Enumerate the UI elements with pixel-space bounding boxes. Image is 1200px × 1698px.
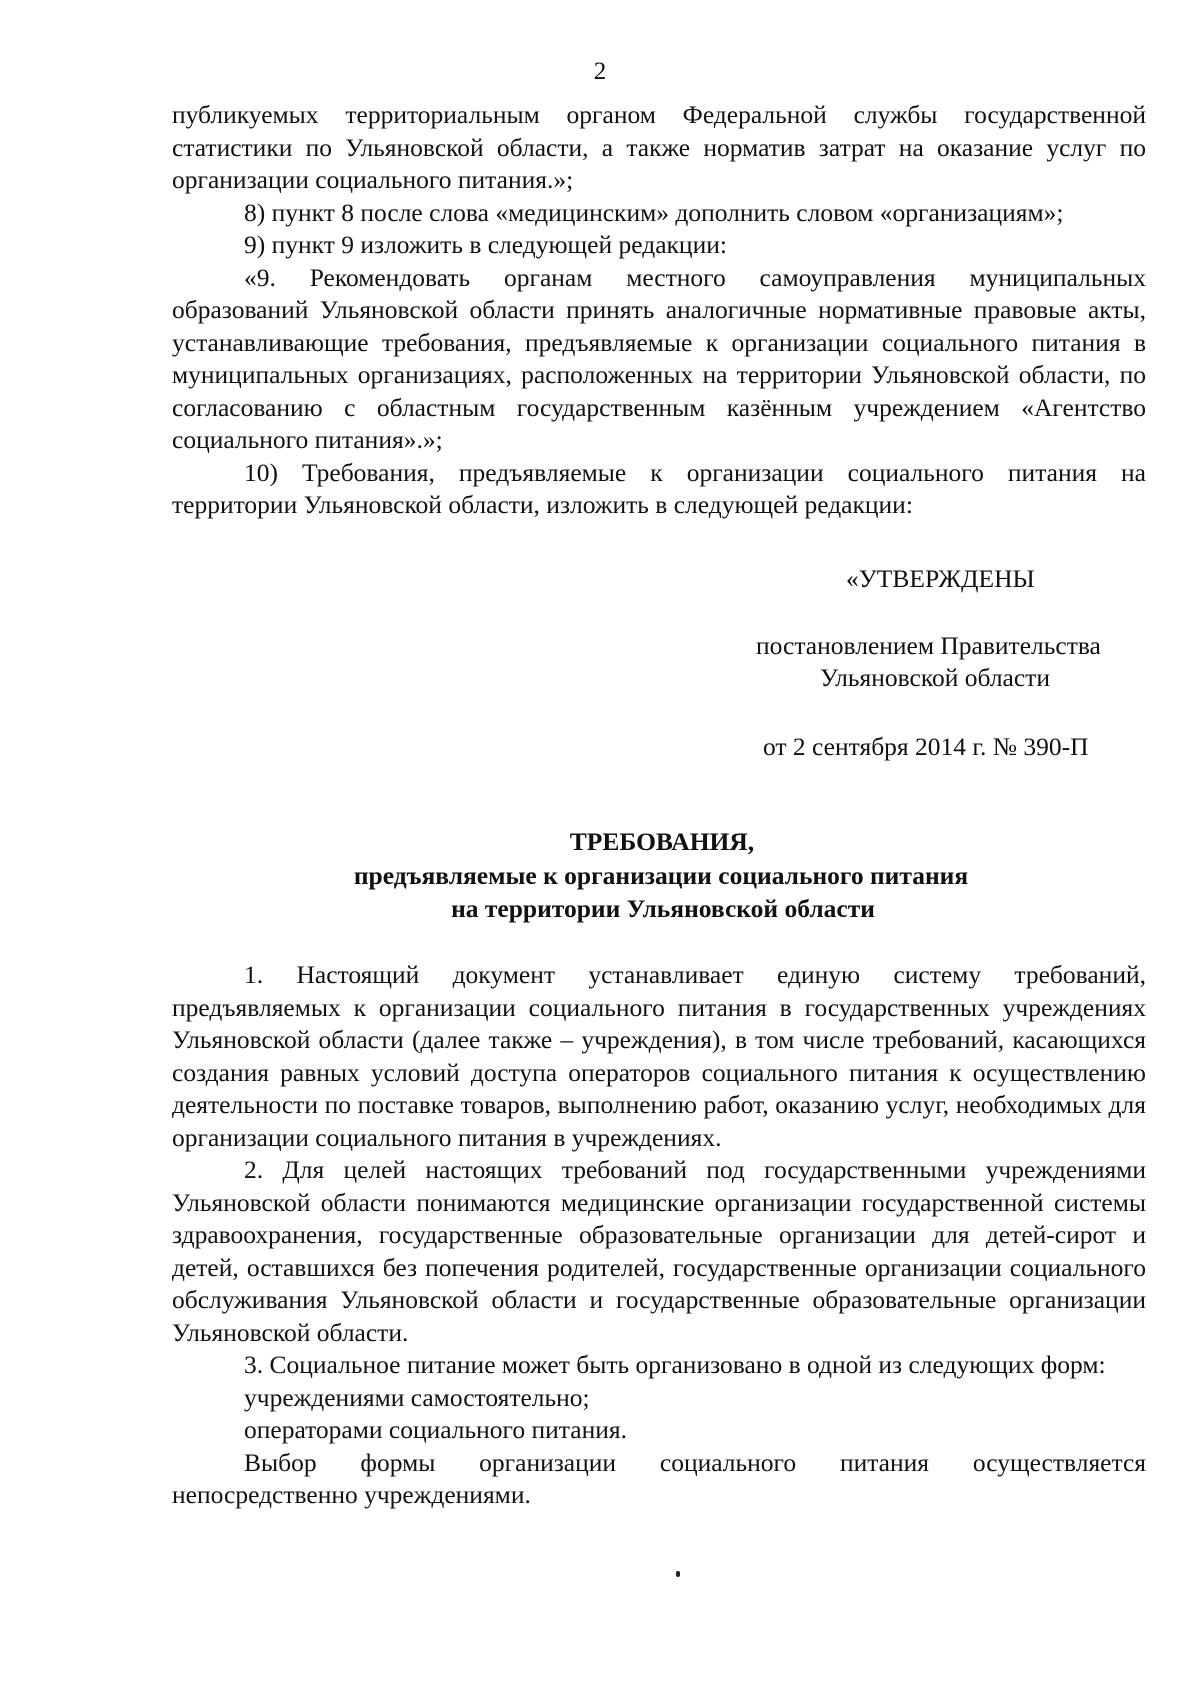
top-text bbox=[172, 99, 1146, 522]
approval-line-2: Ульяновской области bbox=[820, 663, 1050, 692]
approval-date: от 2 сентября 2014 г. № 390-П bbox=[763, 732, 1089, 761]
approval-line-1: постановлением Правительства bbox=[756, 631, 1101, 660]
heading-subtitle-2: на территории Ульяновской области bbox=[451, 894, 875, 923]
form-option-1: учреждениями самостоятельно; bbox=[244, 1382, 590, 1412]
paragraph-item-9: 9) пункт 9 изложить в следующей редакции: bbox=[244, 230, 727, 259]
paragraph-continuation: публикуемых территориальным органом Федеральной службы государственной статистики по Ульяновской области, а также норматив затрат на оказание услуг по организации социального питания.»; bbox=[172, 100, 1146, 194]
paragraph-item-9-text: «9. Рекомендовать органам местного самоуправления муниципальных образований Ульяновской области принять аналогичные нормативные правовые акты, устанавливающие требования, предъявляемые к организации социального питания в муниципальных организациях, расположенных на территории Ульяновской области, по согласованию с областным государственным казённым учреждением «Агентство социального питания».»; bbox=[172, 262, 1146, 454]
requirements-body bbox=[172, 959, 1146, 1512]
requirement-3: 3. Социальное питание может быть организовано в одной из следующих форм: bbox=[244, 1350, 1106, 1379]
requirement-1: 1. Настоящий документ устанавливает единую систему требований, предъявляемых к организации социального питания в государственных учреждениях Ульяновской области (далее также – учреждения), в том числе требований, касающихся создания равных условий доступа операторов социального питания к осуществлению деятельности по поставке товаров, выполнению работ, оказанию услуг, необходимых для организации социального питания в учреждениях. bbox=[172, 960, 1146, 1152]
form-option-2: операторами социального питания. bbox=[244, 1415, 627, 1444]
requirement-2: 2. Для целей настоящих требований под государственными учреждениями Ульяновской области понимаются медицинские организации государственной системы здравоохранения, государственные образовательные организации для детей-сирот и детей, оставшихся без попечения родителей, государственные организации социального обслуживания Ульяновской области и государственные образовательные организации Ульяновской области. bbox=[172, 1155, 1146, 1347]
form-choice: Выбор формы организации социального питания осуществляется непосредственно учреждениями. bbox=[172, 1447, 1146, 1509]
page-number: 2 bbox=[593, 58, 607, 85]
approval-title: «УТВЕРЖДЕНЫ bbox=[846, 564, 1035, 593]
heading-subtitle-1: предъявляемые к организации социального питания bbox=[353, 861, 969, 890]
heading-title: ТРЕБОВАНИЯ, bbox=[569, 827, 755, 856]
scan-speck bbox=[676, 1571, 680, 1577]
paragraph-item-8: 8) пункт 8 после слова «медицинским» дополнить словом «организациям»; bbox=[244, 197, 1064, 227]
approval-by bbox=[756, 630, 1156, 694]
paragraph-item-10: 10) Требования, предъявляемые к организации социального питания на территории Ульяновской области, изложить в следующей редакции: bbox=[172, 457, 1146, 519]
